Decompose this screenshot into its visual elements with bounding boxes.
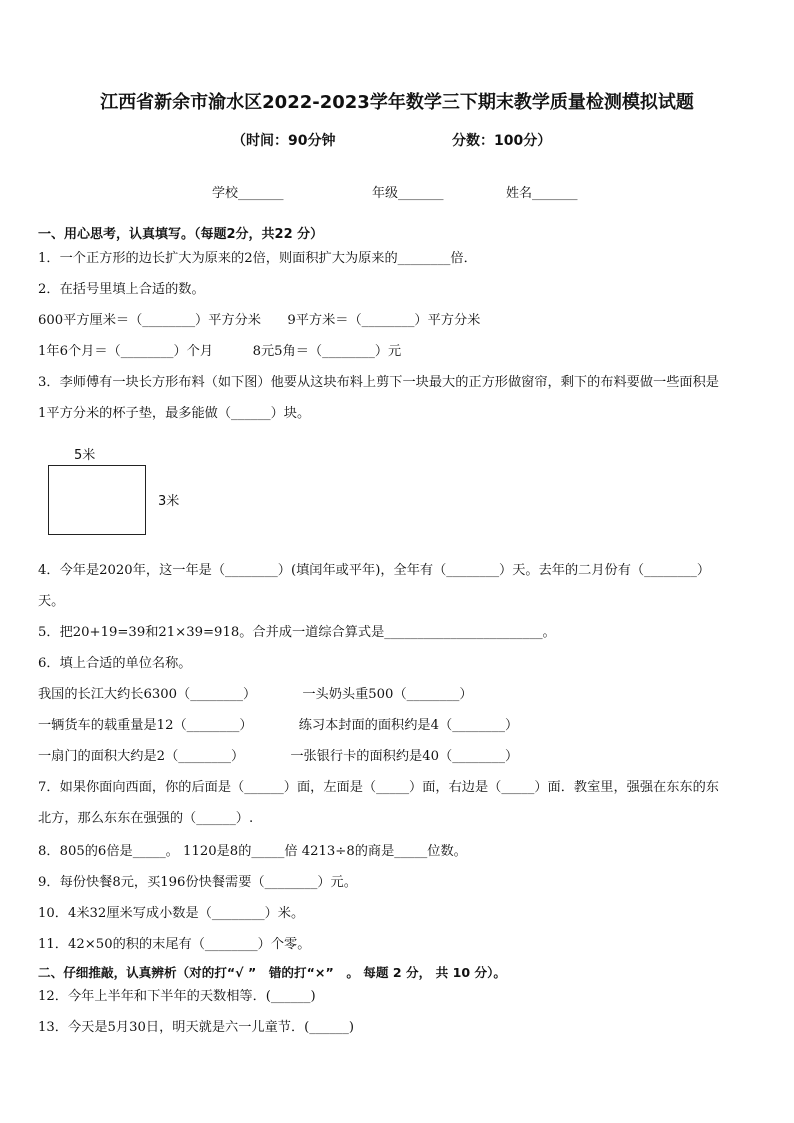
- exam-time: （时间：90分钟: [232, 133, 336, 149]
- figure-height-label: 3米: [158, 494, 180, 509]
- exam-score: 分数：100分）: [452, 133, 552, 149]
- question-5: 5．把20+19=39和21×39=918。合并成一道综合算式是________________________。: [38, 625, 556, 640]
- question-7: 7．如果你面向西面，你的后面是（______）面，左面是（_____）面，右边是（_____）面．教室里，强强在东东的东: [38, 780, 719, 795]
- question-7-cont: 北方，那么东东在强强的（______）.: [38, 811, 254, 826]
- question-10: 10．4米32厘米写成小数是（________）米。: [38, 906, 305, 921]
- section-heading-2: 二、仔细推敲，认真辨析（对的打“√ ” 错的打“×” 。 每题 2 分， 共 10 分）。: [38, 965, 506, 980]
- school-field: 学校_______: [212, 186, 284, 201]
- figure-width-label: 5米: [74, 448, 96, 463]
- page-title: 江西省新余市渝水区2022-2023学年数学三下期末教学质量检测模拟试题: [100, 92, 694, 113]
- question-1: 1．一个正方形的边长扩大为原来的2倍，则面积扩大为原来的________倍．: [38, 251, 477, 266]
- question-4: 4．今年是2020年，这一年是（________）(填闰年或平年)，全年有（________）天。去年的二月份有（________）: [38, 563, 711, 578]
- question-2: 2．在括号里填上合适的数。: [38, 282, 205, 297]
- section-heading-1: 一、用心思考，认真填写。（每题2分，共22 分）: [38, 227, 324, 242]
- name-field: 姓名_______: [506, 186, 578, 201]
- question-12: 12．今年上半年和下半年的天数相等．(______): [38, 989, 316, 1004]
- question-11: 11．42×50的积的末尾有（________）个零。: [38, 937, 311, 952]
- question-9: 9．每份快餐8元，买196份快餐需要（________）元。: [38, 875, 357, 890]
- question-8: 8．805的6倍是_____。 1120是8的_____倍 4213÷8的商是_____位数。: [38, 844, 467, 859]
- question-2-row-1: 600平方厘米＝（________）平方分米 9平方米＝（________）平方分米: [38, 313, 481, 328]
- grade-field: 年级_______: [372, 186, 444, 201]
- question-6: 6．填上合适的单位名称。: [38, 656, 192, 671]
- question-4-cont: 天。: [38, 594, 65, 609]
- question-6-row-3: 一扇门的面积大约是2（________） 一张银行卡的面积约是40（________）: [38, 749, 519, 764]
- question-2-row-2: 1年6个月＝（________）个月 8元5角＝（________）元: [38, 344, 402, 359]
- question-6-row-2: 一辆货车的载重量是12（________） 练习本封面的面积约是4（________）: [38, 718, 519, 733]
- question-13: 13．今天是5月30日，明天就是六一儿童节．(______): [38, 1020, 354, 1035]
- rectangle-figure: [48, 465, 146, 535]
- question-3: 3．李师傅有一块长方形布料（如下图）他要从这块布料上剪下一块最大的正方形做窗帘，剩下的布料要做一些面积是: [38, 375, 719, 390]
- question-6-row-1: 我国的长江大约长6300（________） 一头奶头重500（________）: [38, 687, 473, 702]
- question-3-cont: 1平方分米的杯子垫，最多能做（______）块。: [38, 406, 311, 421]
